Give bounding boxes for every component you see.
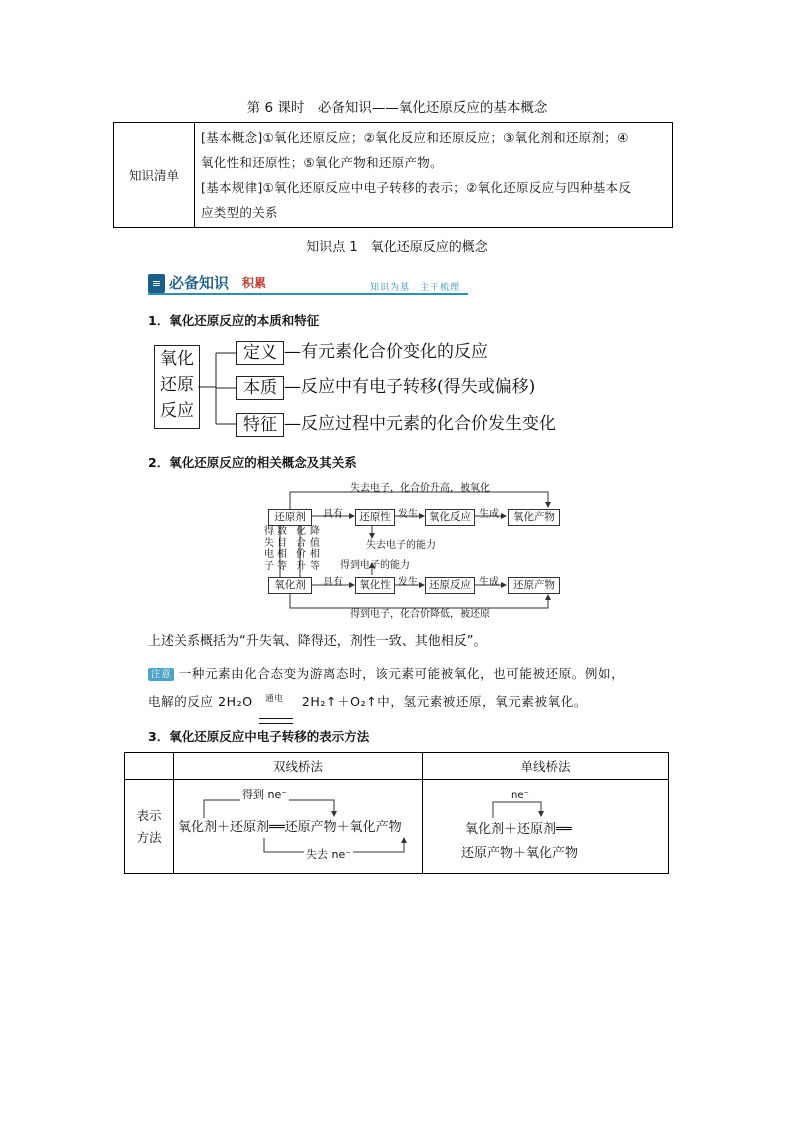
summary-text: 上述关系概括为“升失氧、降得还，剂性一致、其他相反”。 (148, 634, 487, 649)
feature-key: 特征 (236, 413, 284, 437)
arrow-label-have-2: 具有 (323, 577, 343, 588)
knowledge-line-4: 应类型的关系 (201, 205, 278, 220)
single-equation-line-2: 还原产物＋氧化产物 (461, 846, 579, 861)
vertical-gain-lose-electrons (263, 526, 275, 572)
oxidizing-agent-box: 氧化剂 (268, 577, 312, 594)
electrolysis-condition: 通电 (265, 694, 284, 704)
vchar: 等 (310, 560, 320, 572)
single-equation-line-1: 氧化剂＋还原剂══ (465, 822, 572, 837)
section-3-heading: 3．氧化还原反应中电子转移的表示方法 (148, 729, 370, 744)
essence-text: —反应中有电子转移(得失或偏移) (284, 377, 536, 397)
vertical-number-equal (276, 526, 288, 572)
banner-title: 必备知识 (169, 274, 230, 292)
banner-subtitle: 知识为基 主干梳理 (370, 283, 461, 293)
definition-key: 定义 (236, 341, 284, 365)
note-equation-right: 2H₂↑＋O₂↑中，氢元素被还原，氧元素被氧化。 (301, 694, 587, 709)
section-2-heading: 2．氧化还原反应的相关概念及其关系 (148, 455, 357, 470)
reducing-agent-box: 还原剂 (268, 509, 312, 526)
note-text-1: 一种元素由化合态变为游离态时，该元素可能被氧化，也可能被还原。例如， (178, 666, 625, 681)
single-bridge-cell (423, 780, 669, 874)
double-equation: 氧化剂＋还原剂══还原产物＋氧化产物 (178, 820, 402, 835)
arrow-label-produce-2: 生成 (479, 577, 499, 588)
vchar: 相 (310, 549, 320, 560)
knowledge-list-label: 知识清单 (114, 123, 195, 228)
reduction-product-box: 还原产物 (508, 577, 560, 594)
vchar: 得 (264, 526, 274, 537)
vchar: 化 (296, 526, 306, 537)
definition-text: —有元素化合价变化的反应 (284, 342, 488, 362)
method-label (125, 780, 174, 874)
note-line-2 (148, 688, 678, 716)
reduction-reaction-box: 还原反应 (425, 577, 475, 594)
oxidation-product-box: 氧化产物 (508, 509, 560, 526)
knowledge-list-content (195, 123, 673, 228)
vchar: 价 (296, 549, 306, 560)
banner-divider (148, 293, 468, 295)
reducibility-box: 还原性 (355, 509, 395, 526)
method-label-text: 表示方法 (136, 807, 162, 845)
page-title: 第 6 课时 必备知识——氧化还原反应的基本概念 (246, 100, 548, 116)
knowledge-line-1: [基本概念]①氧化还原反应；②氧化反应和还原反应；③氧化剂和还原剂；④ (201, 130, 629, 145)
essence-key: 本质 (236, 376, 284, 400)
notebook-icon: ≡ (148, 274, 165, 293)
knowledge-line-3: [基本规律]①氧化还原反应中电子转移的表示；②氧化还原反应与四种基本反 (201, 180, 632, 195)
lose-electron-ability: 失去电子的能力 (366, 540, 436, 551)
note-block (148, 660, 678, 716)
empty-corner (125, 753, 174, 780)
arrow-label-have-1: 具有 (323, 509, 343, 520)
section-banner (148, 272, 468, 296)
note-equation-left: 电解的反应 2H₂O (148, 694, 253, 709)
vchar: 值 (310, 537, 320, 549)
diagram-bottom-label: 得到电子，化合价降低，被还原 (350, 609, 490, 620)
redox-box-line-2: 还原 (160, 375, 194, 395)
vchar: 等 (277, 560, 287, 572)
vchar: 目 (277, 537, 287, 549)
oxidation-reaction-box: 氧化反应 (425, 509, 475, 526)
equals-sign (259, 718, 293, 724)
double-gain-label: 得到 ne⁻ (242, 788, 288, 801)
banner-badge: 积累 (242, 276, 267, 290)
vchar: 降 (310, 526, 320, 537)
vertical-value-equal (309, 526, 321, 572)
single-electron-label: ne⁻ (511, 790, 529, 801)
electron-transfer-table (124, 752, 669, 874)
double-lose-label: 失去 ne⁻ (306, 848, 352, 861)
redox-box-line-1: 氧化 (160, 349, 194, 369)
section-1-connector (198, 340, 240, 436)
knowledge-list-table (113, 122, 673, 228)
note-line-1 (148, 660, 678, 688)
vchar: 合 (296, 537, 306, 549)
vchar: 数 (277, 526, 287, 537)
arrow-label-occur-1: 发生 (398, 509, 418, 520)
section-1-heading: 1．氧化还原反应的本质和特征 (148, 313, 320, 328)
vchar: 子 (264, 560, 274, 572)
feature-text: —反应过程中元素的化合价发生变化 (284, 414, 556, 434)
knowledge-line-2: 氧化性和还原性；⑤氧化产物和还原产物。 (201, 155, 443, 170)
single-bridge-header: 单线桥法 (423, 753, 669, 780)
gain-electron-ability: 得到电子的能力 (340, 560, 410, 571)
note-badge: 注意 (148, 668, 174, 681)
double-bridge-cell (174, 780, 423, 874)
redox-box (154, 345, 200, 429)
vchar: 升 (296, 560, 306, 572)
arrow-label-occur-2: 发生 (398, 577, 418, 588)
oxidizability-box: 氧化性 (355, 577, 395, 594)
vchar: 失 (264, 537, 274, 549)
knowledge-point-title: 知识点 1 氧化还原反应的概念 (306, 240, 488, 255)
vchar: 电 (264, 549, 274, 560)
redox-box-line-3: 反应 (160, 401, 194, 421)
vertical-valence (295, 526, 307, 572)
double-bridge-header: 双线桥法 (174, 753, 423, 780)
diagram-top-label: 失去电子，化合价升高，被氧化 (350, 483, 490, 494)
arrow-label-produce-1: 生成 (479, 509, 499, 520)
vchar: 相 (277, 549, 287, 560)
